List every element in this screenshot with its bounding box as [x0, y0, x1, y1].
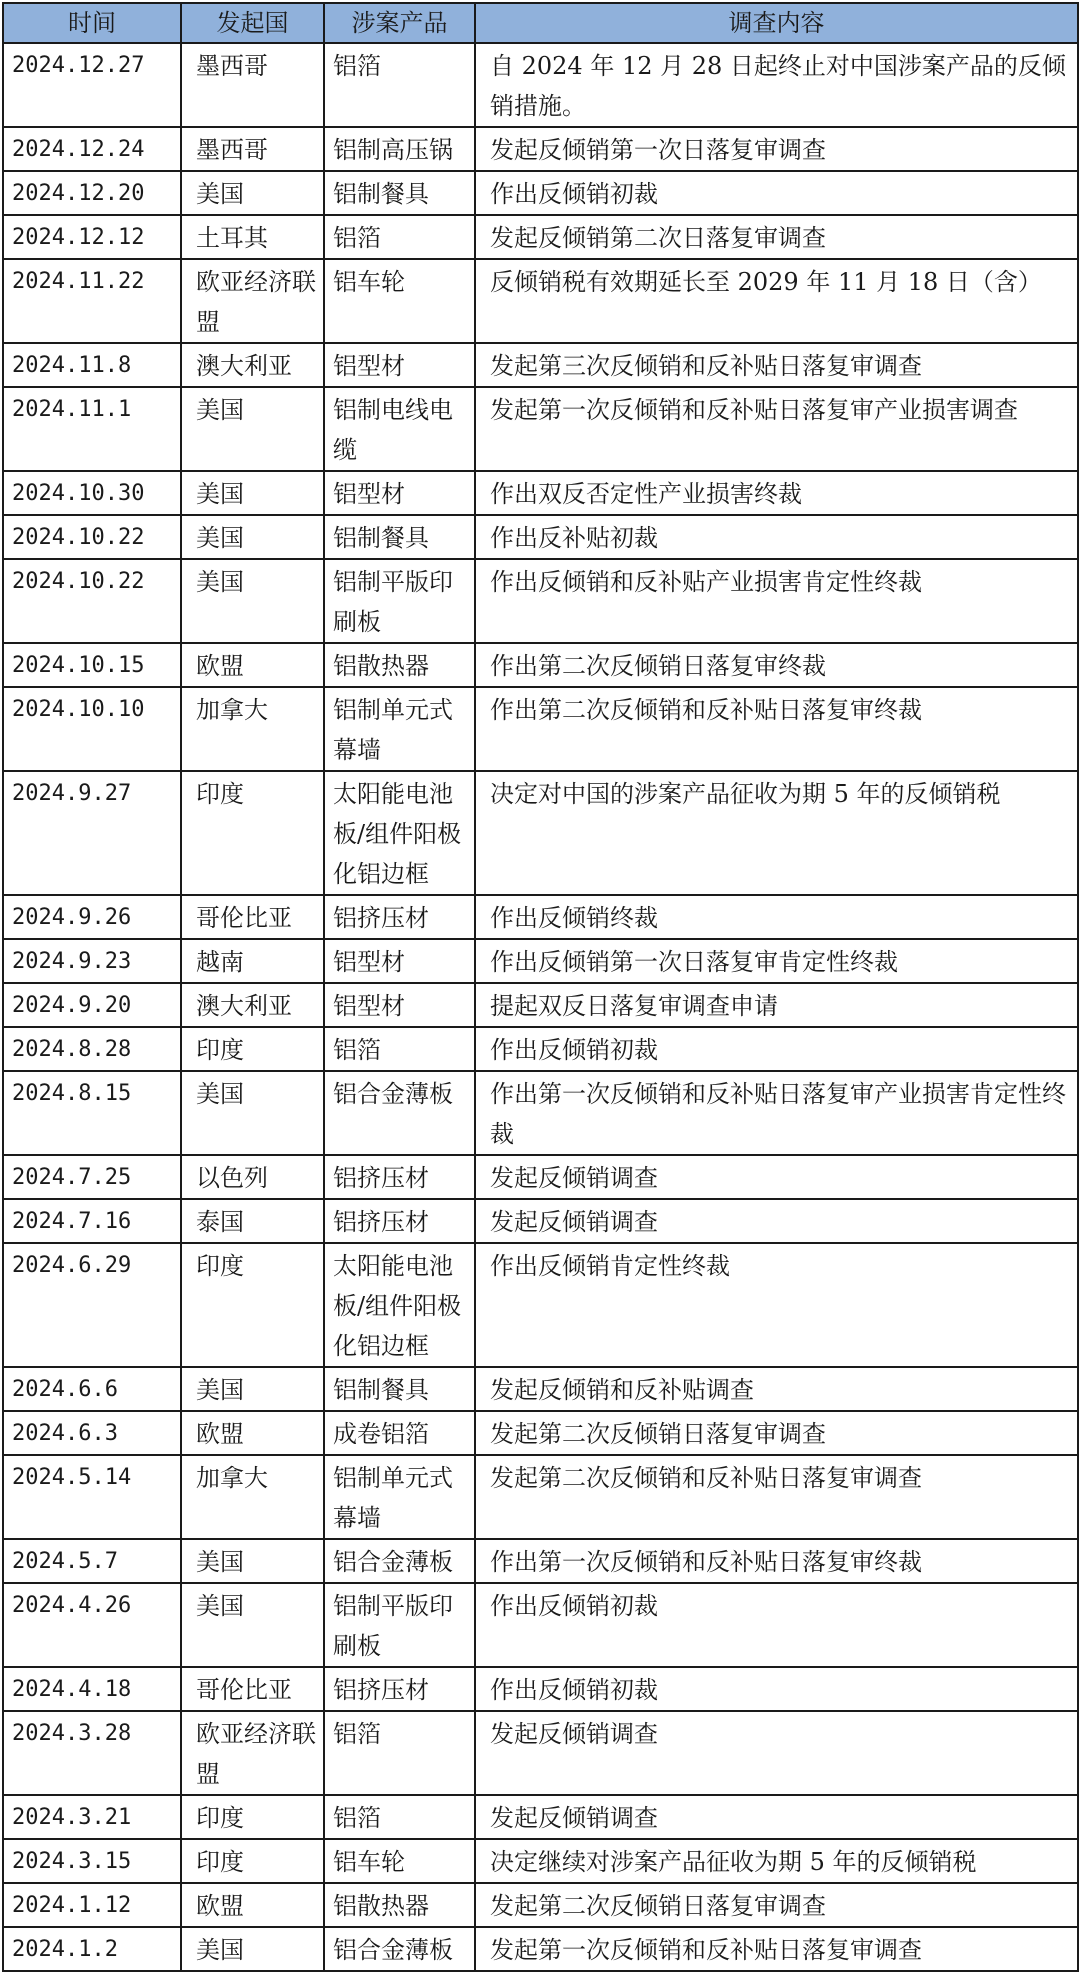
- cell-date: 2024.8.15: [3, 1071, 181, 1155]
- table-row: [3, 43, 1078, 127]
- cell-date: 2024.8.28: [3, 1027, 181, 1071]
- cell-country: 泰国: [181, 1199, 324, 1243]
- cell-content: 发起反倾销调查: [475, 1199, 1078, 1243]
- cell-product: 铝箔: [324, 215, 475, 259]
- cell-product: 铝型材: [324, 939, 475, 983]
- table-row: [3, 1795, 1078, 1839]
- cell-content: 发起第二次反倾销日落复审调查: [475, 1411, 1078, 1455]
- header-country: 发起国: [181, 3, 324, 43]
- table-row: [3, 259, 1078, 343]
- table-row: [3, 1711, 1078, 1795]
- table-row: [3, 1927, 1078, 1971]
- cell-content: 作出反倾销初裁: [475, 1667, 1078, 1711]
- cell-date: 2024.6.6: [3, 1367, 181, 1411]
- cell-product: 铝箔: [324, 1795, 475, 1839]
- cell-date: 2024.12.12: [3, 215, 181, 259]
- header-product: 涉案产品: [324, 3, 475, 43]
- table-row: [3, 1539, 1078, 1583]
- cell-product: 铝合金薄板: [324, 1071, 475, 1155]
- cell-content: 反倾销税有效期延长至 2029 年 11 月 18 日（含）: [475, 259, 1078, 343]
- table-row: [3, 1883, 1078, 1927]
- table-row: [3, 387, 1078, 471]
- cell-product: 铝合金薄板: [324, 1539, 475, 1583]
- cell-country: 美国: [181, 471, 324, 515]
- cell-content: 作出反倾销初裁: [475, 1027, 1078, 1071]
- cell-content: 作出反补贴初裁: [475, 515, 1078, 559]
- cell-date: 2024.7.16: [3, 1199, 181, 1243]
- cell-country: 欧盟: [181, 1883, 324, 1927]
- cell-product: 铝车轮: [324, 1839, 475, 1883]
- table-row: [3, 1155, 1078, 1199]
- cell-country: 美国: [181, 515, 324, 559]
- header-content: 调查内容: [475, 3, 1078, 43]
- table-row: [3, 1027, 1078, 1071]
- cell-product: 成卷铝箔: [324, 1411, 475, 1455]
- cell-date: 2024.5.14: [3, 1455, 181, 1539]
- table-row: [3, 1367, 1078, 1411]
- cell-country: 美国: [181, 1927, 324, 1971]
- table-row: [3, 127, 1078, 171]
- table-row: [3, 771, 1078, 895]
- cell-country: 澳大利亚: [181, 983, 324, 1027]
- cell-country: 印度: [181, 771, 324, 895]
- cell-date: 2024.6.29: [3, 1243, 181, 1367]
- cell-product: 铝散热器: [324, 643, 475, 687]
- cell-date: 2024.6.3: [3, 1411, 181, 1455]
- cell-date: 2024.4.26: [3, 1583, 181, 1667]
- cell-content: 发起第三次反倾销和反补贴日落复审调查: [475, 343, 1078, 387]
- cell-country: 土耳其: [181, 215, 324, 259]
- cell-content: 作出反倾销终裁: [475, 895, 1078, 939]
- cell-content: 作出反倾销初裁: [475, 171, 1078, 215]
- cell-product: 铝型材: [324, 983, 475, 1027]
- table-row: [3, 895, 1078, 939]
- cell-date: 2024.11.1: [3, 387, 181, 471]
- cell-product: 铝制电线电缆: [324, 387, 475, 471]
- cell-content: 发起反倾销第一次日落复审调查: [475, 127, 1078, 171]
- cell-date: 2024.9.20: [3, 983, 181, 1027]
- cell-content: 决定对中国的涉案产品征收为期 5 年的反倾销税: [475, 771, 1078, 895]
- cell-country: 印度: [181, 1243, 324, 1367]
- cell-product: 太阳能电池板/组件阳极化铝边框: [324, 1243, 475, 1367]
- cell-product: 铝制高压锅: [324, 127, 475, 171]
- cell-date: 2024.1.2: [3, 1927, 181, 1971]
- cell-content: 发起反倾销第二次日落复审调查: [475, 215, 1078, 259]
- cell-content: 作出反倾销初裁: [475, 1583, 1078, 1667]
- table-row: [3, 1583, 1078, 1667]
- cell-content: 发起第一次反倾销和反补贴日落复审产业损害调查: [475, 387, 1078, 471]
- cell-country: 墨西哥: [181, 127, 324, 171]
- cell-product: 铝挤压材: [324, 895, 475, 939]
- table-row: [3, 515, 1078, 559]
- cell-content: 决定继续对涉案产品征收为期 5 年的反倾销税: [475, 1839, 1078, 1883]
- cell-product: 铝型材: [324, 343, 475, 387]
- trade-remedy-table: [2, 2, 1079, 1972]
- table-row: [3, 1667, 1078, 1711]
- table-row: [3, 471, 1078, 515]
- cell-date: 2024.7.25: [3, 1155, 181, 1199]
- cell-date: 2024.12.27: [3, 43, 181, 127]
- cell-product: 铝散热器: [324, 1883, 475, 1927]
- cell-date: 2024.10.30: [3, 471, 181, 515]
- cell-product: 铝制单元式幕墙: [324, 1455, 475, 1539]
- cell-date: 2024.10.22: [3, 559, 181, 643]
- table-row: [3, 1455, 1078, 1539]
- cell-country: 澳大利亚: [181, 343, 324, 387]
- table-row: [3, 687, 1078, 771]
- cell-product: 铝挤压材: [324, 1155, 475, 1199]
- cell-country: 印度: [181, 1795, 324, 1839]
- cell-country: 欧盟: [181, 643, 324, 687]
- cell-content: 发起第二次反倾销和反补贴日落复审调查: [475, 1455, 1078, 1539]
- cell-date: 2024.12.20: [3, 171, 181, 215]
- cell-country: 欧亚经济联盟: [181, 259, 324, 343]
- cell-date: 2024.3.21: [3, 1795, 181, 1839]
- cell-content: 作出反倾销肯定性终裁: [475, 1243, 1078, 1367]
- cell-content: 作出第一次反倾销和反补贴日落复审终裁: [475, 1539, 1078, 1583]
- cell-date: 2024.9.23: [3, 939, 181, 983]
- cell-product: 铝挤压材: [324, 1667, 475, 1711]
- cell-content: 发起第一次反倾销和反补贴日落复审调查: [475, 1927, 1078, 1971]
- table-header: [3, 3, 1078, 43]
- cell-content: 作出双反否定性产业损害终裁: [475, 471, 1078, 515]
- cell-country: 以色列: [181, 1155, 324, 1199]
- cell-country: 美国: [181, 1539, 324, 1583]
- cell-date: 2024.12.24: [3, 127, 181, 171]
- cell-content: 发起反倾销调查: [475, 1711, 1078, 1795]
- header-date: 时间: [3, 3, 181, 43]
- cell-country: 美国: [181, 387, 324, 471]
- table-row: [3, 171, 1078, 215]
- cell-country: 墨西哥: [181, 43, 324, 127]
- cell-date: 2024.10.22: [3, 515, 181, 559]
- cell-date: 2024.9.27: [3, 771, 181, 895]
- cell-product: 太阳能电池板/组件阳极化铝边框: [324, 771, 475, 895]
- cell-country: 美国: [181, 171, 324, 215]
- table-row: [3, 1071, 1078, 1155]
- cell-country: 哥伦比亚: [181, 895, 324, 939]
- table-row: [3, 215, 1078, 259]
- cell-product: 铝箔: [324, 1711, 475, 1795]
- cell-country: 美国: [181, 1071, 324, 1155]
- cell-product: 铝制平版印刷板: [324, 1583, 475, 1667]
- cell-country: 美国: [181, 559, 324, 643]
- cell-product: 铝制单元式幕墙: [324, 687, 475, 771]
- cell-product: 铝制平版印刷板: [324, 559, 475, 643]
- cell-country: 越南: [181, 939, 324, 983]
- cell-date: 2024.5.7: [3, 1539, 181, 1583]
- cell-country: 印度: [181, 1839, 324, 1883]
- cell-country: 美国: [181, 1583, 324, 1667]
- cell-country: 加拿大: [181, 1455, 324, 1539]
- table-row: [3, 939, 1078, 983]
- table-row: [3, 643, 1078, 687]
- table-row: [3, 1839, 1078, 1883]
- cell-country: 欧盟: [181, 1411, 324, 1455]
- cell-product: 铝制餐具: [324, 171, 475, 215]
- cell-content: 作出第一次反倾销和反补贴日落复审产业损害肯定性终裁: [475, 1071, 1078, 1155]
- cell-content: 发起第二次反倾销日落复审调查: [475, 1883, 1078, 1927]
- cell-content: 发起反倾销和反补贴调查: [475, 1367, 1078, 1411]
- table-row: [3, 559, 1078, 643]
- table-body: [3, 43, 1078, 1971]
- cell-product: 铝型材: [324, 471, 475, 515]
- cell-content: 自 2024 年 12 月 28 日起终止对中国涉案产品的反倾销措施。: [475, 43, 1078, 127]
- cell-content: 发起反倾销调查: [475, 1795, 1078, 1839]
- cell-date: 2024.10.10: [3, 687, 181, 771]
- cell-country: 美国: [181, 1367, 324, 1411]
- cell-product: 铝制餐具: [324, 1367, 475, 1411]
- cell-date: 2024.4.18: [3, 1667, 181, 1711]
- table-row: [3, 1243, 1078, 1367]
- cell-product: 铝箔: [324, 1027, 475, 1071]
- cell-content: 作出反倾销第一次日落复审肯定性终裁: [475, 939, 1078, 983]
- cell-date: 2024.11.8: [3, 343, 181, 387]
- cell-date: 2024.11.22: [3, 259, 181, 343]
- cell-date: 2024.3.28: [3, 1711, 181, 1795]
- cell-product: 铝车轮: [324, 259, 475, 343]
- cell-content: 作出第二次反倾销日落复审终裁: [475, 643, 1078, 687]
- header-row: [3, 3, 1078, 43]
- table-row: [3, 983, 1078, 1027]
- cell-date: 2024.1.12: [3, 1883, 181, 1927]
- cell-content: 提起双反日落复审调查申请: [475, 983, 1078, 1027]
- cell-content: 发起反倾销调查: [475, 1155, 1078, 1199]
- cell-product: 铝箔: [324, 43, 475, 127]
- cell-product: 铝合金薄板: [324, 1927, 475, 1971]
- cell-country: 欧亚经济联盟: [181, 1711, 324, 1795]
- cell-date: 2024.3.15: [3, 1839, 181, 1883]
- table-row: [3, 343, 1078, 387]
- cell-country: 印度: [181, 1027, 324, 1071]
- cell-country: 加拿大: [181, 687, 324, 771]
- cell-date: 2024.9.26: [3, 895, 181, 939]
- table-row: [3, 1411, 1078, 1455]
- cell-country: 哥伦比亚: [181, 1667, 324, 1711]
- cell-date: 2024.10.15: [3, 643, 181, 687]
- table-row: [3, 1199, 1078, 1243]
- cell-content: 作出第二次反倾销和反补贴日落复审终裁: [475, 687, 1078, 771]
- cell-product: 铝挤压材: [324, 1199, 475, 1243]
- cell-content: 作出反倾销和反补贴产业损害肯定性终裁: [475, 559, 1078, 643]
- cell-product: 铝制餐具: [324, 515, 475, 559]
